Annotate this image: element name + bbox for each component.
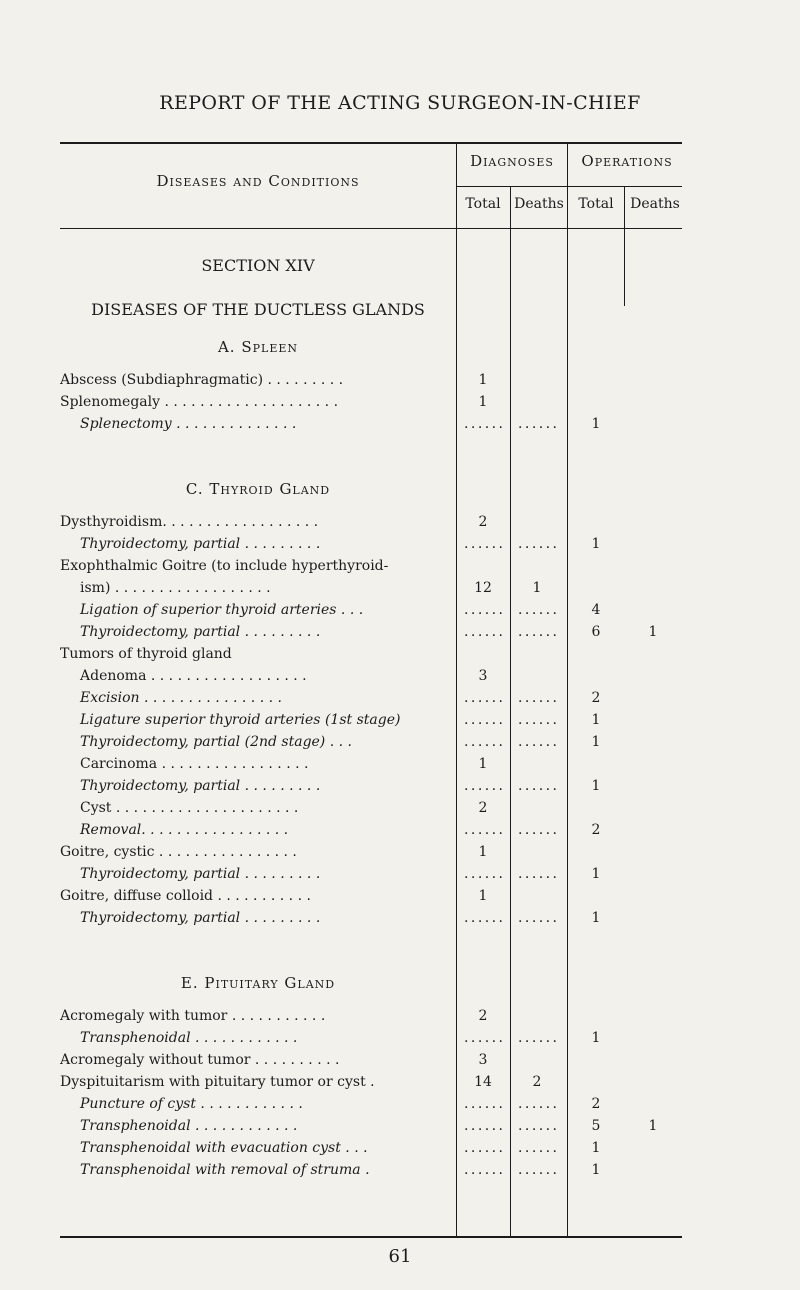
table-row bbox=[60, 756, 456, 778]
table-row bbox=[60, 1074, 456, 1096]
operations-total-cell: 2 bbox=[591, 1096, 601, 1112]
table-row bbox=[60, 580, 456, 602]
row-label: Acromegaly with tumor . . . . . . . . . . . bbox=[60, 1008, 326, 1024]
diagnoses-total-cell: 12 bbox=[474, 580, 492, 596]
table-row bbox=[60, 800, 456, 822]
row-label: Ligation of superior thyroid arteries . . . bbox=[80, 602, 364, 618]
diagnoses-total-cell: . . . . . . bbox=[464, 602, 502, 618]
row-label: Removal. . . . . . . . . . . . . . . . . bbox=[80, 822, 289, 838]
diagnoses-deaths-cell: . . . . . . bbox=[518, 822, 556, 838]
operations-total-cell: 1 bbox=[591, 734, 601, 750]
diagnoses-deaths-cell: . . . . . . bbox=[518, 1162, 556, 1178]
diagnoses-total-cell: 1 bbox=[478, 372, 488, 388]
diagnoses-total-cell: . . . . . . bbox=[464, 822, 502, 838]
row-label: Transphenoidal . . . . . . . . . . . . bbox=[80, 1118, 298, 1134]
operations-total-cell: 1 bbox=[591, 1162, 601, 1178]
table-row bbox=[60, 910, 456, 932]
table-row bbox=[60, 1118, 456, 1140]
operations-total-cell: 4 bbox=[591, 602, 601, 618]
table-row bbox=[60, 888, 456, 910]
diagnoses-total-cell: . . . . . . bbox=[464, 1140, 502, 1156]
table-row bbox=[60, 300, 456, 322]
diagnoses-deaths-cell: . . . . . . bbox=[518, 778, 556, 794]
row-label: Dysthyroidism. . . . . . . . . . . . . . . . . . bbox=[60, 514, 319, 530]
header-operations: Operations bbox=[581, 152, 673, 170]
diagnoses-total-cell: . . . . . . bbox=[464, 536, 502, 552]
row-label: Thyroidectomy, partial . . . . . . . . . bbox=[80, 910, 321, 926]
diagnoses-total-cell: 2 bbox=[478, 514, 488, 530]
table-top-rule bbox=[60, 142, 682, 144]
diagnoses-deaths-cell: . . . . . . bbox=[518, 1096, 556, 1112]
diagnoses-deaths-cell: . . . . . . bbox=[518, 416, 556, 432]
row-label: Excision . . . . . . . . . . . . . . . . bbox=[80, 690, 282, 706]
row-label: Exophthalmic Goitre (to include hyperthyroid- bbox=[60, 558, 389, 574]
table-row bbox=[60, 514, 456, 536]
table-row bbox=[60, 974, 456, 996]
operations-total-cell: 1 bbox=[591, 1030, 601, 1046]
table-row bbox=[60, 372, 456, 394]
diagnoses-total-cell: 1 bbox=[478, 756, 488, 772]
table-row bbox=[60, 394, 456, 416]
row-label: Acromegaly without tumor . . . . . . . . . . bbox=[60, 1052, 340, 1068]
row-label: E. Pituitary Gland bbox=[180, 974, 336, 992]
operations-deaths-cell: 1 bbox=[648, 624, 658, 640]
header-diag-total: Total bbox=[465, 196, 501, 212]
table-row bbox=[60, 712, 456, 734]
row-label: Splenomegaly . . . . . . . . . . . . . . . . . . . . bbox=[60, 394, 339, 410]
table-row bbox=[60, 734, 456, 756]
operations-deaths-cell: 1 bbox=[648, 1118, 658, 1134]
row-label: Transphenoidal with removal of struma . bbox=[80, 1162, 370, 1178]
diagnoses-total-cell: 3 bbox=[478, 1052, 488, 1068]
row-label: Transphenoidal . . . . . . . . . . . . bbox=[80, 1030, 298, 1046]
row-label: Goitre, cystic . . . . . . . . . . . . . . . . bbox=[60, 844, 297, 860]
row-label: Goitre, diffuse colloid . . . . . . . . . . . bbox=[60, 888, 311, 904]
diagnoses-total-cell: . . . . . . bbox=[464, 624, 502, 640]
table-row bbox=[60, 480, 456, 502]
table-row bbox=[60, 416, 456, 438]
header-op-deaths: Deaths bbox=[630, 196, 680, 212]
operations-total-cell: 6 bbox=[591, 624, 601, 640]
diagnoses-deaths-cell: 2 bbox=[532, 1074, 542, 1090]
diagnoses-deaths-cell: . . . . . . bbox=[518, 910, 556, 926]
diagnoses-total-cell: . . . . . . bbox=[464, 910, 502, 926]
diagnoses-total-cell: . . . . . . bbox=[464, 1118, 502, 1134]
diagnoses-deaths-cell: . . . . . . bbox=[518, 866, 556, 882]
header-diseases: Diseases and Conditions bbox=[156, 172, 360, 190]
row-label: Adenoma . . . . . . . . . . . . . . . . . . bbox=[80, 668, 307, 684]
diagnoses-total-cell: 3 bbox=[478, 668, 488, 684]
table-row bbox=[60, 1140, 456, 1162]
operations-total-cell: 1 bbox=[591, 778, 601, 794]
diagnoses-deaths-cell: 1 bbox=[532, 580, 542, 596]
row-label: Thyroidectomy, partial . . . . . . . . . bbox=[80, 536, 321, 552]
table-row bbox=[60, 602, 456, 624]
table-row bbox=[60, 1162, 456, 1184]
operations-total-cell: 1 bbox=[591, 536, 601, 552]
header-diagnoses: Diagnoses bbox=[470, 152, 554, 170]
table-row bbox=[60, 646, 456, 668]
operations-total-cell: 1 bbox=[591, 866, 601, 882]
diagnoses-total-cell: . . . . . . bbox=[464, 416, 502, 432]
row-label: Thyroidectomy, partial . . . . . . . . . bbox=[80, 778, 321, 794]
table-row bbox=[60, 558, 456, 580]
diagnoses-total-cell: 14 bbox=[474, 1074, 492, 1090]
running-head: REPORT OF THE ACTING SURGEON-IN-CHIEF bbox=[159, 92, 641, 114]
subheader-rule-operations bbox=[568, 186, 682, 187]
table-row bbox=[60, 690, 456, 712]
diagnoses-deaths-cell: . . . . . . bbox=[518, 1118, 556, 1134]
table-row bbox=[60, 778, 456, 800]
diagnoses-total-cell: 2 bbox=[478, 1008, 488, 1024]
diagnoses-total-cell: . . . . . . bbox=[464, 734, 502, 750]
table-row bbox=[60, 1030, 456, 1052]
diagnoses-deaths-cell: . . . . . . bbox=[518, 1030, 556, 1046]
row-label: SECTION XIV bbox=[201, 256, 315, 275]
row-label: C. Thyroid Gland bbox=[185, 480, 331, 498]
row-label: Dyspituitarism with pituitary tumor or cyst . bbox=[60, 1074, 375, 1090]
header-bottom-rule bbox=[60, 228, 682, 229]
row-label: Cyst . . . . . . . . . . . . . . . . . . . . . bbox=[80, 800, 299, 816]
row-label: Thyroidectomy, partial . . . . . . . . . bbox=[80, 624, 321, 640]
diagnoses-total-cell: 2 bbox=[478, 800, 488, 816]
diagnoses-total-cell: 1 bbox=[478, 394, 488, 410]
row-label: Carcinoma . . . . . . . . . . . . . . . . . bbox=[80, 756, 309, 772]
diagnoses-total-cell: . . . . . . bbox=[464, 690, 502, 706]
diagnoses-deaths-cell: . . . . . . bbox=[518, 1140, 556, 1156]
table-row bbox=[60, 338, 456, 360]
operations-total-cell: 1 bbox=[591, 416, 601, 432]
row-label: Thyroidectomy, partial (2nd stage) . . . bbox=[80, 734, 352, 750]
header-diag-deaths: Deaths bbox=[514, 196, 564, 212]
diagnoses-deaths-cell: . . . . . . bbox=[518, 602, 556, 618]
table-bottom-rule bbox=[60, 1236, 682, 1238]
row-label: Puncture of cyst . . . . . . . . . . . . bbox=[80, 1096, 303, 1112]
diagnoses-deaths-cell: . . . . . . bbox=[518, 536, 556, 552]
operations-total-cell: 1 bbox=[591, 1140, 601, 1156]
subheader-rule-diagnoses bbox=[456, 186, 568, 187]
diagnoses-deaths-cell: . . . . . . bbox=[518, 712, 556, 728]
diagnoses-deaths-cell: . . . . . . bbox=[518, 690, 556, 706]
row-label: Thyroidectomy, partial . . . . . . . . . bbox=[80, 866, 321, 882]
table-row bbox=[60, 1052, 456, 1074]
row-label: Abscess (Subdiaphragmatic) . . . . . . . . . bbox=[60, 372, 344, 388]
diagnoses-total-cell: . . . . . . bbox=[464, 866, 502, 882]
header-op-total: Total bbox=[578, 196, 614, 212]
diagnoses-deaths-cell: . . . . . . bbox=[518, 734, 556, 750]
operations-total-cell: 2 bbox=[591, 690, 601, 706]
table-row bbox=[60, 866, 456, 888]
row-label: ism) . . . . . . . . . . . . . . . . . . bbox=[80, 580, 271, 596]
table-row bbox=[60, 536, 456, 558]
row-label: DISEASES OF THE DUCTLESS GLANDS bbox=[91, 300, 425, 319]
diagnoses-total-cell: . . . . . . bbox=[464, 1030, 502, 1046]
table-row bbox=[60, 256, 456, 278]
table-row bbox=[60, 668, 456, 690]
diagnoses-total-cell: . . . . . . bbox=[464, 1162, 502, 1178]
diagnoses-total-cell: 1 bbox=[478, 888, 488, 904]
diagnoses-deaths-cell: . . . . . . bbox=[518, 624, 556, 640]
operations-total-cell: 1 bbox=[591, 712, 601, 728]
table-row bbox=[60, 624, 456, 646]
row-label: Tumors of thyroid gland bbox=[60, 646, 232, 662]
diagnoses-total-cell: . . . . . . bbox=[464, 712, 502, 728]
row-label: Transphenoidal with evacuation cyst . . . bbox=[80, 1140, 368, 1156]
operations-total-cell: 2 bbox=[591, 822, 601, 838]
table-row bbox=[60, 1008, 456, 1030]
operations-total-cell: 5 bbox=[591, 1118, 601, 1134]
row-label: Ligature superior thyroid arteries (1st stage) bbox=[80, 712, 401, 728]
page-number: 61 bbox=[388, 1246, 412, 1267]
operations-total-cell: 1 bbox=[591, 910, 601, 926]
diagnoses-total-cell: 1 bbox=[478, 844, 488, 860]
table-row bbox=[60, 844, 456, 866]
diagnoses-total-cell: . . . . . . bbox=[464, 1096, 502, 1112]
table-row bbox=[60, 1096, 456, 1118]
table-row bbox=[60, 822, 456, 844]
row-label: A. Spleen bbox=[217, 338, 299, 356]
diagnoses-total-cell: . . . . . . bbox=[464, 778, 502, 794]
row-label: Splenectomy . . . . . . . . . . . . . . bbox=[80, 416, 297, 432]
